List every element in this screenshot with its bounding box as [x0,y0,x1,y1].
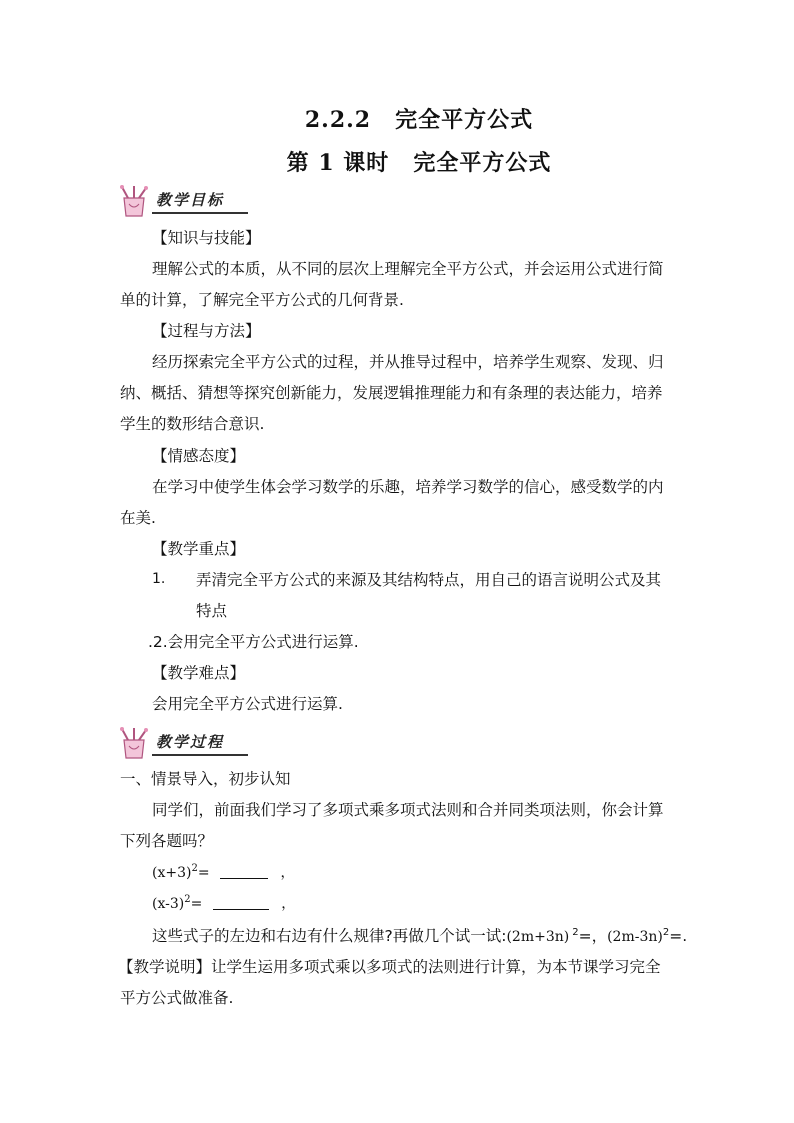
paragraph-line: 下列各题吗？ [120,832,214,850]
step-heading: 一、情景导入，初步认知 [120,770,291,788]
heading-attitude: 【情感态度】 [152,447,246,465]
list-number: 1. [152,571,166,587]
heading-difficult-points: 【教学难点】 [152,664,246,682]
paragraph-line: 理解公式的本质，从不同的层次上理解完全平方公式，并会运用公式进行简 [152,260,664,278]
paragraph-line: 同学们，前面我们学习了多项式乘多项式法则和合并同类项法则，你会计算 [152,801,664,819]
section-number: 2.2.2 [304,107,372,133]
exponent: 2 [191,863,198,874]
section-title [0,103,794,134]
exercise-2 [152,894,295,914]
equals-sign: = [190,896,203,912]
pencil-cup-icon [116,726,156,760]
paragraph-line: 经历探索完全平方公式的过程，并从推导过程中，培养学生观察、发现、归 [152,353,664,371]
exercise-1 [152,863,294,883]
paragraph-line: 单的计算，了解完全平方公式的几何背景. [120,291,404,309]
note-label: 【教学说明】 [118,958,212,976]
section-name: 完全平方公式 [395,107,534,133]
exponent: 2 [184,894,191,905]
answer-blank[interactable] [220,864,268,879]
paragraph-line [152,926,687,947]
note-text: 让学生运用多项式乘以多项式的法则进行计算，为本节课学习完全 [211,958,661,976]
heading-knowledge: 【知识与技能】 [152,229,261,247]
equals-sign: = [197,865,210,881]
punctuation: =， [578,927,608,945]
heading-method: 【过程与方法】 [152,322,261,340]
paragraph-line: 在学习中使学生体会学习数学的乐趣，培养学习数学的信心，感受数学的内 [152,478,664,496]
pencil-cup-icon [116,184,156,218]
paragraph-line: 会用完全平方公式进行运算. [152,695,343,713]
expression: (x-3) [152,896,185,912]
lesson-name: 完全平方公式 [413,150,552,176]
heading-key-points: 【教学重点】 [152,540,246,558]
paragraph-line [118,957,661,977]
paragraph-line: 纳、概括、猜想等探究创新能力，发展逻辑推理能力和有条理的表达能力，培养 [120,384,663,402]
exponent: 2 [662,927,670,938]
list-item-text: 特点 [196,602,228,620]
banner-underline [152,754,248,756]
list-item-text: .2.会用完全平方公式进行运算. [148,633,359,651]
comma: ， [281,896,296,912]
expression: (x+3) [152,865,192,881]
punctuation: =. [669,927,688,945]
lesson-title [0,146,794,177]
process-banner [116,726,248,760]
lesson-number: 第 1 课时 [286,150,390,176]
banner-underline [152,212,248,214]
list-item-text: 弄清完全平方公式的来源及其结构特点，用自己的语言说明公式及其 [196,571,662,589]
exponent: 2 [572,927,579,938]
goals-banner [116,184,248,218]
question-text: 这些式子的左边和右边有什么规律?再做几个试一试: [152,927,507,945]
paragraph-line: 平方公式做准备. [120,989,234,1007]
expression: (2m+3n) [506,929,570,945]
comma: ， [280,865,295,881]
process-banner-label: 教学过程 [156,733,225,751]
answer-blank[interactable] [213,895,269,910]
paragraph-line: 学生的数形结合意识. [120,415,265,433]
goals-banner-label: 教学目标 [156,191,225,209]
paragraph-line: 在美. [120,509,156,527]
expression: (2m-3n) [607,929,663,945]
